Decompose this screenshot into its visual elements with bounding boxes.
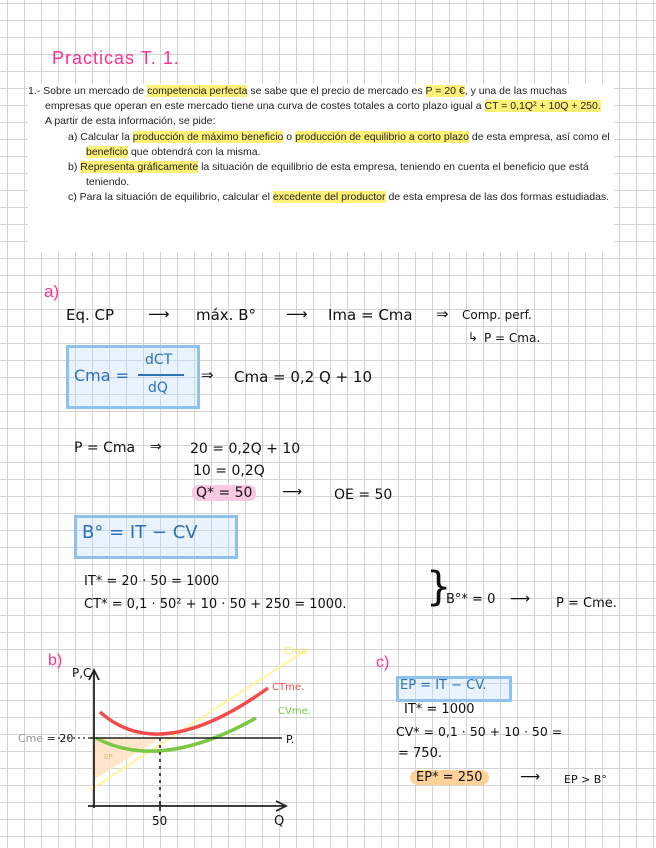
problem-lead: A partir de esta información, se pide: bbox=[45, 115, 216, 128]
problem-intro: 1.- Sobre un mercado de competencia perfecta se sabe que el precio de mercado es P = 20 €, y una de las muchas empresas que operan en este mercado tiene una curva de costes totales a corto plazo igual a CT = 0,1Q² + 10Q + 250. bbox=[28, 85, 601, 113]
part-a-label: a) bbox=[44, 282, 60, 301]
arrow-icon: ⟶ bbox=[510, 591, 531, 607]
eq-cp-text: Eq. CP bbox=[66, 306, 115, 324]
arrow-icon: ⟶ bbox=[148, 305, 170, 323]
it-star-line: IT* = 20 · 50 = 1000 bbox=[84, 574, 220, 589]
frac-numerator: dCT bbox=[145, 352, 173, 368]
arrow-icon: ⟶ bbox=[520, 769, 541, 785]
ep-comparison: EP > B° bbox=[564, 773, 607, 786]
cv-line: CV* = 0,1 · 50 + 10 · 50 = bbox=[396, 724, 563, 739]
p-eq-cma: P = Cma bbox=[74, 440, 136, 456]
ctme-curve bbox=[100, 688, 268, 734]
ima-cma-text: Ima = Cma bbox=[328, 306, 413, 324]
surplus-area-label: EP bbox=[104, 753, 113, 761]
equation-line-2: 10 = 0,2Q bbox=[193, 463, 265, 479]
cma-lhs: Cma = bbox=[74, 366, 130, 385]
cvme-curve-label: CVme. bbox=[278, 706, 311, 717]
price-label: P. bbox=[286, 733, 295, 746]
p-cme-text: P = Cme. bbox=[556, 596, 617, 611]
ctme-curve-label: CTme. bbox=[272, 682, 305, 693]
cv-result: = 750. bbox=[398, 746, 442, 761]
page-title: Practicas T. 1. bbox=[52, 48, 180, 68]
ct-star-line: CT* = 0,1 · 50² + 10 · 50 + 250 = 1000. bbox=[84, 597, 347, 612]
oe-result: OE = 50 bbox=[334, 487, 393, 503]
arrow-icon: ⟶ bbox=[286, 305, 308, 323]
benefit-zero: B°* = 0 bbox=[446, 592, 496, 607]
q-star-result: Q* = 50 bbox=[192, 485, 256, 501]
max-benefit-text: máx. B° bbox=[196, 306, 257, 324]
frac-denominator: dQ bbox=[148, 380, 168, 396]
y-axis-label: P,C bbox=[72, 666, 92, 680]
benefit-formula: B° = IT − CV bbox=[82, 522, 198, 543]
cme-price-label: Cme = 20 bbox=[18, 732, 74, 745]
p-cma-text: P = Cma. bbox=[484, 331, 541, 345]
equation-line-1: 20 = 0,2Q + 10 bbox=[190, 441, 301, 457]
implies-arrow-icon: ⇒ bbox=[436, 305, 449, 323]
comp-perf-text: Comp. perf. bbox=[462, 308, 532, 322]
q-tick-label: 50 bbox=[152, 814, 168, 828]
part-b-label: b) bbox=[48, 652, 63, 669]
cma-result: Cma = 0,2 Q + 10 bbox=[234, 368, 373, 386]
question-a: a) Calcular la producción de máximo beneficio o producción de equilibrio a corto plazo de esta empresa, así como el beneficio que obtendrá con la misma. bbox=[68, 130, 610, 158]
question-c: c) Para la situación de equilibrio, calcular el excedente del productor de esta empresa de las dos formas estudiadas. bbox=[68, 191, 610, 204]
corner-arrow-icon: ↳ bbox=[468, 330, 479, 344]
ep-formula: EP = IT − CV. bbox=[400, 678, 487, 693]
arrow-icon: ⟶ bbox=[282, 484, 303, 500]
cma-curve-label: Cma bbox=[284, 646, 307, 657]
brace-icon: } bbox=[426, 564, 452, 610]
cma-curve bbox=[90, 650, 306, 790]
question-b: b) Representa gráficamente la situación de equilibrio de esta empresa, teniendo en cuenta el beneficio que está teniendo. bbox=[68, 161, 589, 189]
it-value: IT* = 1000 bbox=[404, 702, 475, 717]
implies-arrow-icon: ⇒ bbox=[201, 366, 214, 384]
ep-star-result: EP* = 250 bbox=[410, 770, 489, 785]
part-c-label: c) bbox=[376, 654, 390, 671]
x-axis-label: Q bbox=[274, 814, 285, 829]
implies-arrow-icon: ⇒ bbox=[150, 439, 162, 455]
